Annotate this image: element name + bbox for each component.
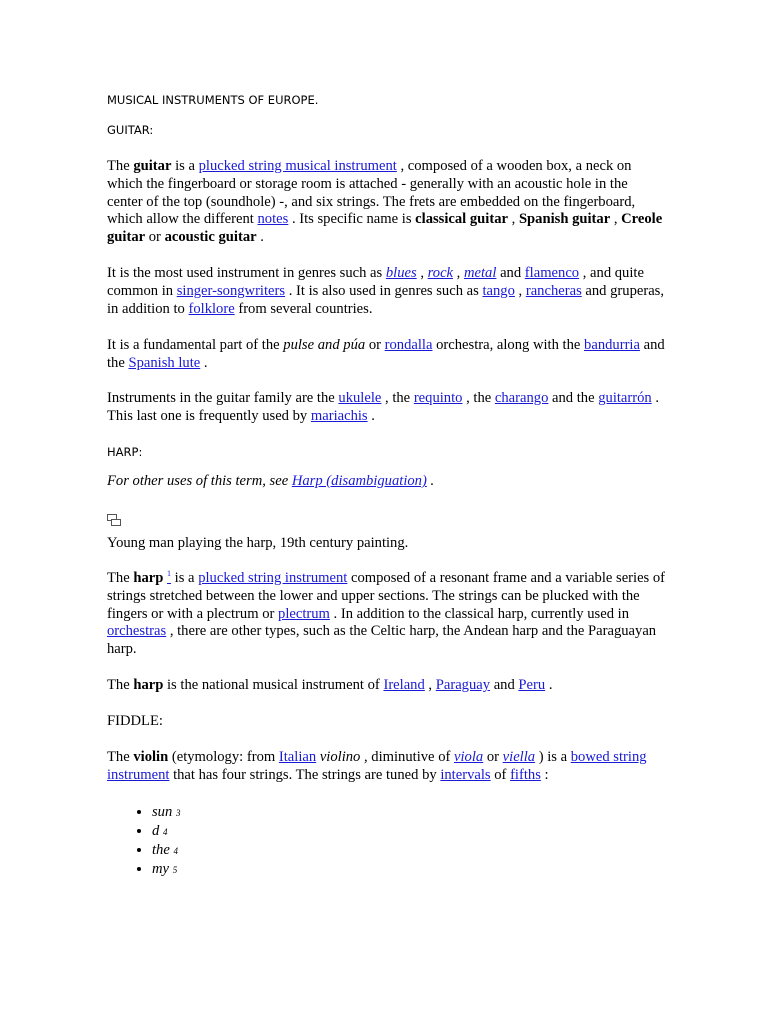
guitar-heading: GUITAR: [107, 123, 154, 137]
fiddle-heading: FIDDLE: [107, 713, 163, 729]
link-notes[interactable]: notes [257, 211, 289, 228]
guitar-paragraph-3: It is a fundamental part of the pulse and púa or rondalla orchestra, along with the bandurria and the Spanish lute . [107, 337, 665, 371]
link-fifths[interactable]: fifths [510, 766, 541, 783]
bold-term: harp [133, 677, 164, 693]
link-bandurria[interactable]: bandurria [584, 337, 640, 353]
link-bowed-string-instrument[interactable]: bowed string instrument [107, 749, 647, 783]
bold-term: acoustic guitar [164, 229, 257, 246]
document-title: MUSICAL INSTRUMENTS OF EUROPE. [107, 93, 319, 107]
bold-term: Spanish guitar [518, 211, 611, 228]
link-guitarron[interactable]: guitarrón [598, 390, 652, 406]
link-requinto[interactable]: requinto [413, 390, 463, 406]
harp-image-caption: Young man playing the harp, 19th century painting. [107, 535, 409, 551]
link-rock[interactable]: rock [427, 265, 454, 281]
violin-strings-list [107, 803, 180, 879]
fiddle-paragraph-1: The violin (etymology: from Italian violino , diminutive of viola or viella ) is a bowed string instrument that has four strings. The strings are tuned by intervals of fifths : [107, 749, 647, 783]
link-flamenco[interactable]: flamenco [524, 265, 580, 281]
link-plucked-string-instrument[interactable]: plucked string instrument [198, 570, 348, 586]
link-charango[interactable]: charango [494, 390, 549, 406]
link-rancheras[interactable]: rancheras [525, 282, 582, 299]
harp-heading: HARP: [107, 445, 143, 459]
list-item: • the 4 [152, 841, 180, 860]
guitar-paragraph-1: The guitar is a plucked string musical instrument , composed of a wooden box, a neck on which the fingerboard or storage room is attached - generally with an acoustic hole in the center of the top (soundhole) -, and six strings. The frets are embedded on the fingerboard, which allow the different notes . Its specific name is classical guitar , Spanish guitar , Creole guitar or acoustic guitar . [107, 158, 663, 246]
list-item: • d 4 [152, 822, 180, 841]
bold-term: classical guitar [415, 211, 508, 228]
link-viella[interactable]: viella [502, 749, 536, 765]
harp-disambiguation-note: For other uses of this term, see Harp (disambiguation) . [107, 473, 435, 489]
link-peru[interactable]: Peru [518, 677, 546, 693]
link-harp-disambiguation[interactable]: Harp (disambiguation) [291, 473, 427, 489]
bold-term: guitar [133, 158, 172, 174]
link-rondalla[interactable]: rondalla [384, 337, 433, 353]
bold-term: harp [133, 570, 164, 586]
link-tango[interactable]: tango [482, 282, 515, 299]
bold-term: violin [133, 749, 169, 765]
link-spanish-lute[interactable]: Spanish lute [128, 354, 201, 371]
list-item: • my 5 [152, 860, 180, 879]
link-plectrum[interactable]: plectrum [278, 605, 330, 622]
guitar-paragraph-4: Instruments in the guitar family are the ukulele , the requinto , the charango and the guitarrón . This last one is frequently used by mariachis . [107, 390, 660, 424]
link-paraguay[interactable]: Paraguay [435, 677, 491, 693]
link-intervals[interactable]: intervals [440, 766, 491, 783]
link-singer-songwriters[interactable]: singer-songwriters [176, 282, 286, 299]
link-ukulele[interactable]: ukulele [338, 390, 382, 406]
bold-term: Creole guitar [107, 211, 663, 246]
broken-image-icon [107, 514, 121, 526]
link-mariachis[interactable]: mariachis [310, 407, 368, 424]
harp-paragraph-1: The harp $^1$ is a plucked string instrument composed of a resonant frame and a variable series of strings stretched between the lower and upper sections. The strings can be plucked with the fingers or with a plectrum or plectrum . In addition to the classical harp, currently used in orchestras , there are other types, such as the Celtic harp, the Andean harp and the Paraguayan harp. [107, 569, 666, 658]
guitar-paragraph-2: It is the most used instrument in genres such as blues , rock , metal and flamenco , and quite common in singer-songwriters . It is also used in genres such as tango , rancheras and gruperas, in addition to folklore from several countries. [107, 265, 665, 317]
list-item: • sun 3 [152, 803, 180, 822]
footnote-reference[interactable]: 1 [167, 569, 172, 579]
link-italian[interactable]: Italian [278, 749, 317, 765]
link-plucked-string-musical-instrument[interactable]: plucked string musical instrument [198, 158, 397, 174]
link-orchestras[interactable]: orchestras [107, 623, 167, 640]
link-viola[interactable]: viola [454, 749, 484, 765]
link-metal[interactable]: metal [463, 265, 497, 281]
harp-paragraph-2: The harp is the national musical instrument of Ireland , Paraguay and Peru . [107, 677, 553, 693]
italic-term: violino [319, 749, 361, 765]
link-ireland[interactable]: Ireland [383, 677, 425, 693]
italic-term: pulse and púa [283, 337, 366, 353]
link-folklore[interactable]: folklore [188, 300, 235, 317]
link-blues[interactable]: blues [385, 265, 417, 281]
